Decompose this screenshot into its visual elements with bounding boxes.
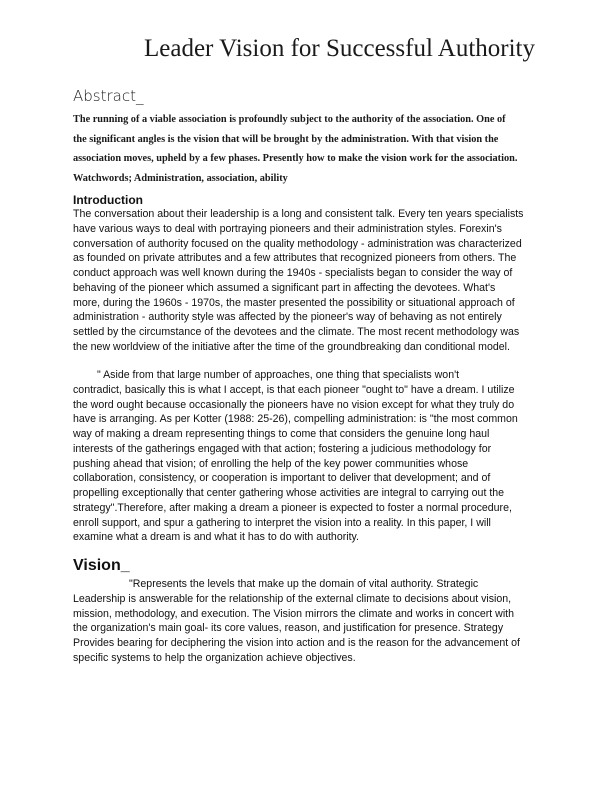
- abstract-heading: Abstract_: [73, 87, 144, 105]
- text-line: the organization's main goal- its core values, reason, and justification for presence. Strategy: [73, 622, 504, 635]
- text-line: examine what a dream is and what it has to do with authority.: [73, 531, 359, 544]
- text-line: mission, methodology, and execution. The Vision mirrors the climate and works in concert with: [73, 607, 515, 620]
- document-title: Leader Vision for Successful Authority: [143, 35, 535, 62]
- second-paragraph: [73, 368, 518, 545]
- text-line: strategy".Therefore, after making a dream a pioneer is expected to foster a normal procedure,: [73, 501, 512, 514]
- abstract-body: [73, 110, 517, 188]
- vision-paragraph: [73, 577, 520, 666]
- text-line: settled by the circumstance of the devotees and the climate. The most recent methodology was: [73, 326, 520, 338]
- text-line: have various ways to deal with portraying pioneers and their administration styles. Forexin's: [73, 222, 502, 235]
- text-line: The conversation about their leadership is a long and consistent talk. Every ten years specialists: [73, 208, 524, 220]
- text-line: the word ought because occasionally the pioneers have no vision except for what they truly do: [73, 398, 515, 411]
- text-line: the significant angles is the vision that will be brought by the administration. With that vision the: [73, 133, 499, 145]
- text-line: conversation of authority focused on the quality methodology - administration was characterized: [73, 237, 522, 250]
- text-line: enroll support, and spur a gathering to interpret the vision into a reality. In this paper, I will: [73, 516, 491, 529]
- text-line: association moves, upheld by a few phases. Presently how to make the vision work for the association.: [73, 153, 518, 165]
- text-line: propelling exceptionally that center gathering whose activities are integral to carrying out the: [73, 487, 505, 499]
- text-line: collaboration, consistency, or cooperation is important to deliver that development; and of: [73, 472, 491, 485]
- text-line: the new worldview of the initiative after the time of the groundbreaking dan conditional model.: [73, 340, 510, 353]
- introduction-heading: Introduction: [73, 193, 143, 207]
- text-line: Provides bearing for deciphering the vision into action and is the reason for the advancement of: [73, 637, 520, 649]
- text-line: " Aside from that large number of approaches, one thing that specialists won't: [97, 369, 460, 381]
- text-line: as founded on private attributes and a few attributes that recognized pioneers from others. The: [73, 252, 517, 265]
- text-line: "Represents the levels that make up the domain of vital authority. Strategic: [129, 578, 479, 590]
- text-line: The running of a viable association is profoundly subject to the authority of the association. One of: [73, 114, 506, 125]
- text-line: conduct approach was well known during the 1940s - specialists began to consider the way of: [73, 267, 513, 279]
- text-line: Watchwords; Administration, association, ability: [73, 172, 288, 184]
- text-line: pushing ahead that vision; of enrolling the help of the key power communities whose: [73, 457, 469, 470]
- text-line: have is arranging. As per Kotter (1988: 25-26), compelling administration: is "the most common: [73, 413, 518, 426]
- text-line: more, during the 1960s - 1970s, the master presented the possibility or situational approach of: [73, 296, 515, 309]
- vision-heading: Vision_: [73, 557, 130, 574]
- text-line: specific systems to help the organization achieve objectives.: [73, 651, 356, 664]
- text-line: administration - authority style was affected by the pioneer's way of behaving as not entirely: [73, 311, 502, 324]
- text-line: behaving of the pioneer which assumed a significant part in affecting the devotees. What's: [73, 281, 496, 294]
- text-line: way of making a dream representing things to come that considers the genuine long haul: [73, 428, 490, 440]
- introduction-paragraph: [73, 207, 523, 355]
- text-line: contradict, basically this is what I accept, is that each pioneer "ought to" have a dream. I utilize: [73, 383, 515, 396]
- text-line: Leadership is answerable for the relationship of the external climate to decisions about vision,: [73, 592, 512, 605]
- text-line: interests of the gatherings engaged with that action; fostering a judicious methodology for: [73, 442, 492, 455]
